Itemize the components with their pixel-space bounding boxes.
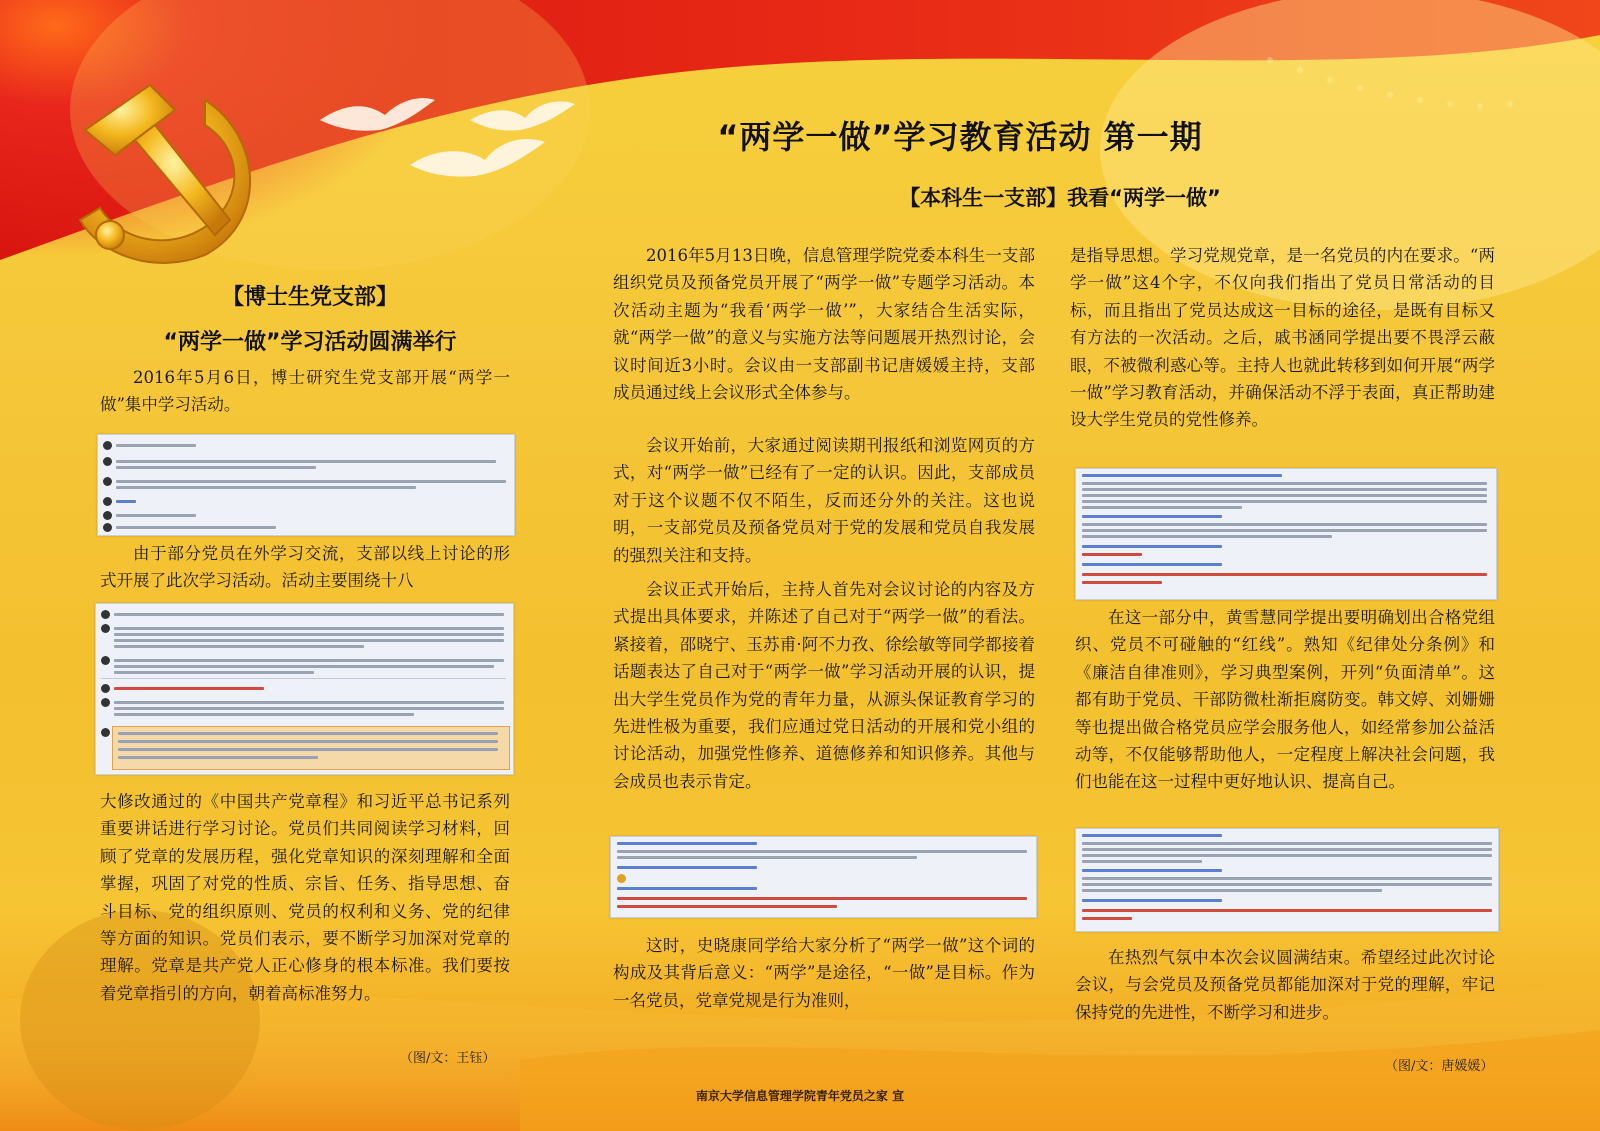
middle-paragraph-4: 这时，史晓康同学给大家分析了“两学一做”这个词的构成及其背后意义：“两学”是途径，“一做”是目标。作为一名党员，党章党规是行为准则， xyxy=(613,936,1035,1010)
chat-screenshot-3 xyxy=(610,836,1037,918)
chat-screenshot-4 xyxy=(1075,468,1497,600)
main-title: “两学一做”学习教育活动 第一期 xyxy=(717,118,1203,156)
middle-paragraph-3: 会议正式开始后，主持人首先对会议讨论的内容及方式提出具体要求，并陈述了自己对于“两学一做”的看法。紧接着，邵晓宁、玉苏甫·阿不力孜、徐绘敏等同学都接着话题表达了自己对于“两学一做”学习活动开展的认识，提出大学生党员作为党的青年力量，从源头保证教育学习的先进性极为重要，我们应通过党日活动的开展和党小组的讨论活动，加强党性修养、道德修养和知识修养。其他与会成员也表示肯定。 xyxy=(613,580,1035,791)
footer-text: 南京大学信息管理学院青年党员之家 宣 xyxy=(695,1089,905,1103)
left-branch-heading: 【博士生党支部】 xyxy=(221,285,398,310)
right-paragraph-1: 是指导思想。学习党规党章，是一名党员的内在要求。“两学一做”这4个字，不仅向我们指出了党员日常活动的目标，而且指出了党员达成这一目标的途径，是既有目标又有方法的一次活动。之后，戚书涵同学提出要不畏浮云蔽眼，不被微利惑心等。主持人也就此转移到如何开展“两学一做”学习教育活动，并确保活动不浮于表面，真正帮助建设大学生党员的党性修养。 xyxy=(1070,246,1495,430)
right-credit: （图/文：唐媛媛） xyxy=(1385,1059,1494,1074)
left-article-title: “两学一做”学习活动圆满举行 xyxy=(163,330,457,355)
left-paragraph-2: 由于部分党员在外学习交流，支部以线上讨论的形式开展了此次学习活动。活动主要围绕十八 xyxy=(100,544,510,591)
middle-paragraph-1: 2016年5月13日晚，信息管理学院党委本科生一支部组织党员及预备党员开展了“两学一做”专题学习活动。本次活动主题为“我看‘两学一做’”，大家结合生活实际，就“两学一做”的意义与实施方法等问题展开热烈讨论，会议时间近3小时。会议由一支部副书记唐媛媛主持，支部成员通过线上会议形式全体参与。 xyxy=(613,246,1035,403)
party-emblem-icon xyxy=(55,70,270,270)
sub-title: 【本科生一支部】我看“两学一做” xyxy=(899,186,1221,210)
right-paragraph-2: 在这一部分中，黄雪慧同学提出要明确划出合格党组织、党员不可碰触的“红线”。熟知《纪律处分条例》和《廉洁自律准则》，学习典型案例，开列“负面清单”。这都有助于党员、干部防微杜渐拒腐防变。韩文婷、刘姗姗等也提出做合格党员应学会服务他人，如经常参加公益活动等，不仅能够帮助他人，一定程度上解决社会问题，我们也能在这一过程中更好地认识、提高自己。 xyxy=(1075,608,1495,792)
left-paragraph-1: 2016年5月6日，博士研究生党支部开展“两学一做”集中学习活动。 xyxy=(100,368,510,415)
chat-screenshot-5 xyxy=(1075,828,1499,932)
chat-screenshot-1 xyxy=(97,434,515,536)
dove-icon xyxy=(310,80,630,190)
left-paragraph-3: 大修改通过的《中国共产党章程》和习近平总书记系列重要讲话进行学习讨论。党员们共同阅读学习材料，回顾了党章的发展历程，强化党章知识的深刻理解和全面掌握，巩固了对党的性质、宗旨、任务、指导思想、奋斗目标、党的组织原则、党员的权利和义务、党的纪律等方面的知识。党员们表示，要不断学习加深对党章的理解。党章是共产党人正心修身的根本标准。我们要按着党章指引的方向，朝着高标准努力。 xyxy=(100,792,510,1003)
right-paragraph-3: 在热烈气氛中本次会议圆满结束。希望经过此次讨论会议，与会党员及预备党员都能加深对于党的理解，牢记保持党的先进性，不断学习和进步。 xyxy=(1075,948,1495,1022)
chat-screenshot-2 xyxy=(95,603,514,775)
middle-paragraph-2: 会议开始前，大家通过阅读期刊报纸和浏览网页的方式，对“两学一做”已经有了一定的认识。因此，支部成员对于这个议题不仅不陌生，反而还分外的关注。这也说明，一支部党员及预备党员对于党的发展和党员自我发展的强烈关注和支持。 xyxy=(613,436,1035,565)
left-credit: （图/文：王钰） xyxy=(400,1051,496,1066)
